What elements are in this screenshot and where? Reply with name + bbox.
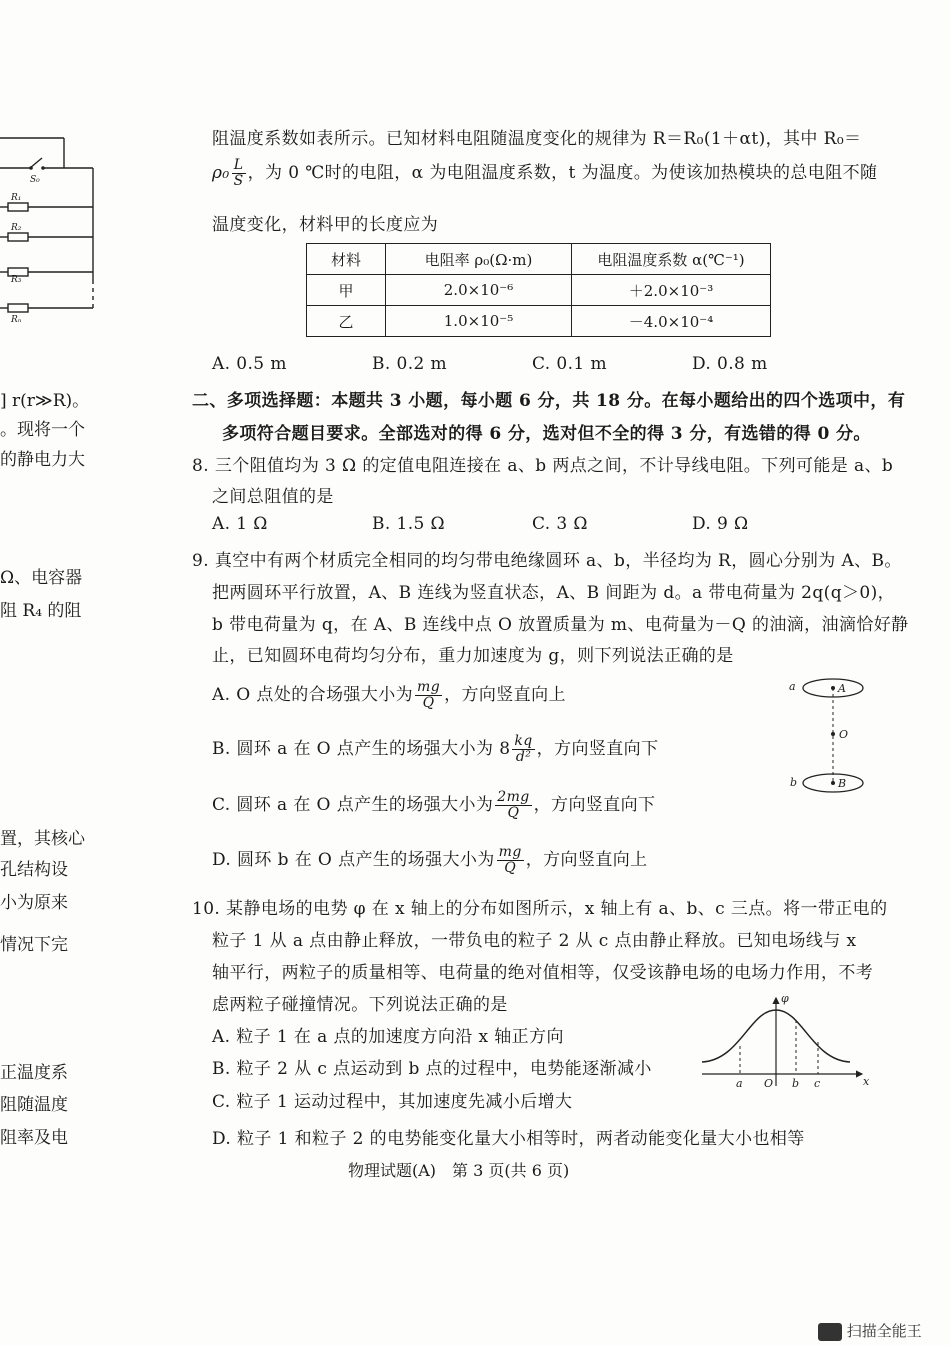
q10-option-b[interactable]: B. 粒子 2 从 c 点运动到 b 点的过程中，电势能逐渐减小 xyxy=(212,1059,652,1079)
q9-stem-2: 把两圆环平行放置，A、B 连线为竖直状态，A、B 间距为 d。a 带电荷量为 2q(q＞0)， xyxy=(212,583,896,603)
frac-den: d² xyxy=(515,749,532,765)
point-c-label: c xyxy=(814,1077,821,1090)
origin-label: O xyxy=(764,1077,774,1090)
q9-c-post: ，方向竖直向下 xyxy=(533,795,656,815)
q7-line2-text: ，为 0 ℃时的电阻，α 为电阻温度系数，t 为温度。为使该加热模块的总电阻不随 xyxy=(247,163,878,183)
q9-c-frac xyxy=(495,790,531,821)
ring-a-label: a xyxy=(789,680,796,693)
table-cell: ＋2.0×10⁻³ xyxy=(572,275,771,306)
left-fragment-12: 阻率及电 xyxy=(0,1128,68,1148)
q9-b-frac xyxy=(512,734,534,765)
q9-b-post: ，方向竖直向下 xyxy=(536,739,659,759)
q9-option-b[interactable] xyxy=(212,734,658,765)
frac-den: Q xyxy=(422,695,435,711)
label-r1: R₁ xyxy=(11,193,22,203)
table-header-cell: 材料 xyxy=(307,244,386,275)
q9-stem-1: 9. 真空中有两个材质完全相同的均匀带电绝缘圆环 a、b，半径均为 R，圆心分别为 A、B。 xyxy=(192,551,902,571)
q9-a-post: ，方向竖直向上 xyxy=(444,685,566,705)
q7-line1: 阻温度系数如表所示。已知材料电阻随温度变化的规律为 R＝R₀(1＋αt)，其中 R₀＝ xyxy=(212,129,862,149)
q8-option-c[interactable]: C. 3 Ω xyxy=(532,514,588,534)
point-a-label: a xyxy=(736,1077,743,1090)
q8-stem: 8. 三个阻值均为 3 Ω 的定值电阻连接在 a、b 两点之间，不计导线电阻。下列可能是 a、b xyxy=(192,456,894,476)
q9-option-d[interactable] xyxy=(212,845,648,876)
table-header-cell: 电阻率 ρ₀(Ω·m) xyxy=(386,244,572,275)
frac-num: mg xyxy=(417,679,441,695)
table-cell: 1.0×10⁻⁵ xyxy=(386,306,572,337)
q7-option-a[interactable]: A. 0.5 m xyxy=(212,354,287,374)
q9-option-c[interactable] xyxy=(212,790,655,821)
table-cell: －4.0×10⁻⁴ xyxy=(572,306,771,337)
center-b-label: B xyxy=(838,777,847,790)
axis-phi-label: φ xyxy=(781,992,789,1005)
label-s0: S₀ xyxy=(30,175,40,185)
table-row xyxy=(307,306,771,337)
ring-b-label: b xyxy=(790,776,798,789)
circuit-diagram-fragment xyxy=(0,130,100,325)
label-r2: R₂ xyxy=(11,223,22,233)
label-rn: Rₙ xyxy=(11,315,22,325)
q9-b-pre: B. 圆环 a 在 O 点产生的场强大小为 8 xyxy=(212,739,511,759)
table-cell: 乙 xyxy=(307,306,386,337)
left-fragment-10: 正温度系 xyxy=(0,1063,68,1083)
q9-d-post: ，方向竖直向上 xyxy=(525,850,648,870)
q7-frac-num: L xyxy=(232,158,246,174)
left-fragment-4: Ω、电容器 xyxy=(0,568,83,588)
q10-stem-4: 虑两粒子碰撞情况。下列说法正确的是 xyxy=(212,995,508,1015)
q7-line3: 温度变化，材料甲的长度应为 xyxy=(212,215,439,235)
point-b-label: b xyxy=(792,1077,800,1090)
left-fragment-3: 的静电力大 xyxy=(0,450,85,470)
material-table xyxy=(306,243,771,337)
frac-num: 2mg xyxy=(497,789,530,805)
q8-option-a[interactable]: A. 1 Ω xyxy=(212,514,268,534)
table-cell: 2.0×10⁻⁶ xyxy=(386,275,572,306)
left-fragment-11: 阻随温度 xyxy=(0,1095,68,1115)
left-fragment-5: 阻 R₄ 的阻 xyxy=(0,601,82,621)
ring-diagram xyxy=(785,672,875,800)
left-fragment-2: 。现将一个 xyxy=(0,420,85,440)
q8-stem-cont: 之间总阻值的是 xyxy=(212,487,334,507)
section2-heading: 二、多项选择题：本题共 3 小题，每小题 6 分，共 18 分。在每小题给出的四个选项中，有 xyxy=(192,391,906,411)
table-header-row xyxy=(307,244,771,275)
q9-stem-3: b 带电荷量为 q，在 A、B 连线中点 O 放置质量为 m、电荷量为－Q 的油滴，油滴恰好静 xyxy=(212,615,909,635)
frac-den: Q xyxy=(504,860,517,876)
scanner-logo-icon xyxy=(818,1323,842,1341)
q7-fraction-l-over-s xyxy=(232,158,246,189)
q10-option-c[interactable]: C. 粒子 1 运动过程中，其加速度先减小后增大 xyxy=(212,1092,573,1112)
q7-frac-den: S xyxy=(233,173,244,189)
page-footer: 物理试题(A) 第 3 页(共 6 页) xyxy=(348,1161,570,1180)
q7-option-b[interactable]: B. 0.2 m xyxy=(372,354,448,374)
q9-a-frac xyxy=(415,680,442,711)
q7-option-c[interactable]: C. 0.1 m xyxy=(532,354,607,374)
q9-d-pre: D. 圆环 b 在 O 点产生的场强大小为 xyxy=(212,850,495,870)
q10-stem-3: 轴平行，两粒子的质量相等、电荷量的绝对值相等，仅受该静电场的电场力作用，不考 xyxy=(212,963,874,983)
left-fragment-8: 小为原来 xyxy=(0,893,68,913)
q9-option-a[interactable] xyxy=(212,680,566,711)
axis-x-label: x xyxy=(863,1075,870,1088)
frac-num: kq xyxy=(514,733,533,749)
q7-option-d[interactable]: D. 0.8 m xyxy=(692,354,768,374)
left-fragment-7: 孔结构设 xyxy=(0,860,68,880)
q10-option-d[interactable]: D. 粒子 1 和粒子 2 的电势能变化量大小相等时，两者动能变化量大小也相等 xyxy=(212,1129,805,1149)
q10-stem-1: 10. 某静电场的电势 φ 在 x 轴上的分布如图所示，x 轴上有 a、b、c 三点。将一带正电的 xyxy=(192,899,888,919)
watermark-text: 扫描全能王 xyxy=(846,1322,922,1340)
label-r3: R₃ xyxy=(11,275,22,285)
frac-den: Q xyxy=(507,805,520,821)
q9-a-pre: A. O 点处的合场强大小为 xyxy=(212,685,414,705)
section2-heading-cont: 多项符合题目要求。全部选对的得 6 分，选对但不全的得 3 分，有选错的得 0 分。 xyxy=(222,424,871,444)
point-o-label: O xyxy=(839,728,849,741)
left-fragment-1: ] r(r≫R)。 xyxy=(0,391,90,411)
left-fragment-6: 置，其核心 xyxy=(0,829,85,849)
frac-num: mg xyxy=(498,844,522,860)
q10-option-a[interactable]: A. 粒子 1 在 a 点的加速度方向沿 x 轴正方向 xyxy=(212,1027,564,1047)
q9-d-frac xyxy=(497,845,524,876)
potential-graph xyxy=(700,992,875,1092)
q7-rho0: ρ₀ xyxy=(212,163,230,183)
q9-c-pre: C. 圆环 a 在 O 点产生的场强大小为 xyxy=(212,795,494,815)
left-fragment-9: 情况下完 xyxy=(0,935,68,955)
table-header-cell: 电阻温度系数 α(℃⁻¹) xyxy=(572,244,771,275)
q8-option-b[interactable]: B. 1.5 Ω xyxy=(372,514,446,534)
center-a-label: A xyxy=(838,682,846,695)
table-row xyxy=(307,275,771,306)
q9-stem-4: 止，已知圆环电荷均匀分布，重力加速度为 g，则下列说法正确的是 xyxy=(212,646,734,666)
q7-line2 xyxy=(212,158,877,189)
table-cell: 甲 xyxy=(307,275,386,306)
q8-option-d[interactable]: D. 9 Ω xyxy=(692,514,749,534)
watermark xyxy=(818,1320,922,1341)
q10-stem-2: 粒子 1 从 a 点由静止释放，一带负电的粒子 2 从 c 点由静止释放。已知电场线与 x xyxy=(212,931,857,951)
